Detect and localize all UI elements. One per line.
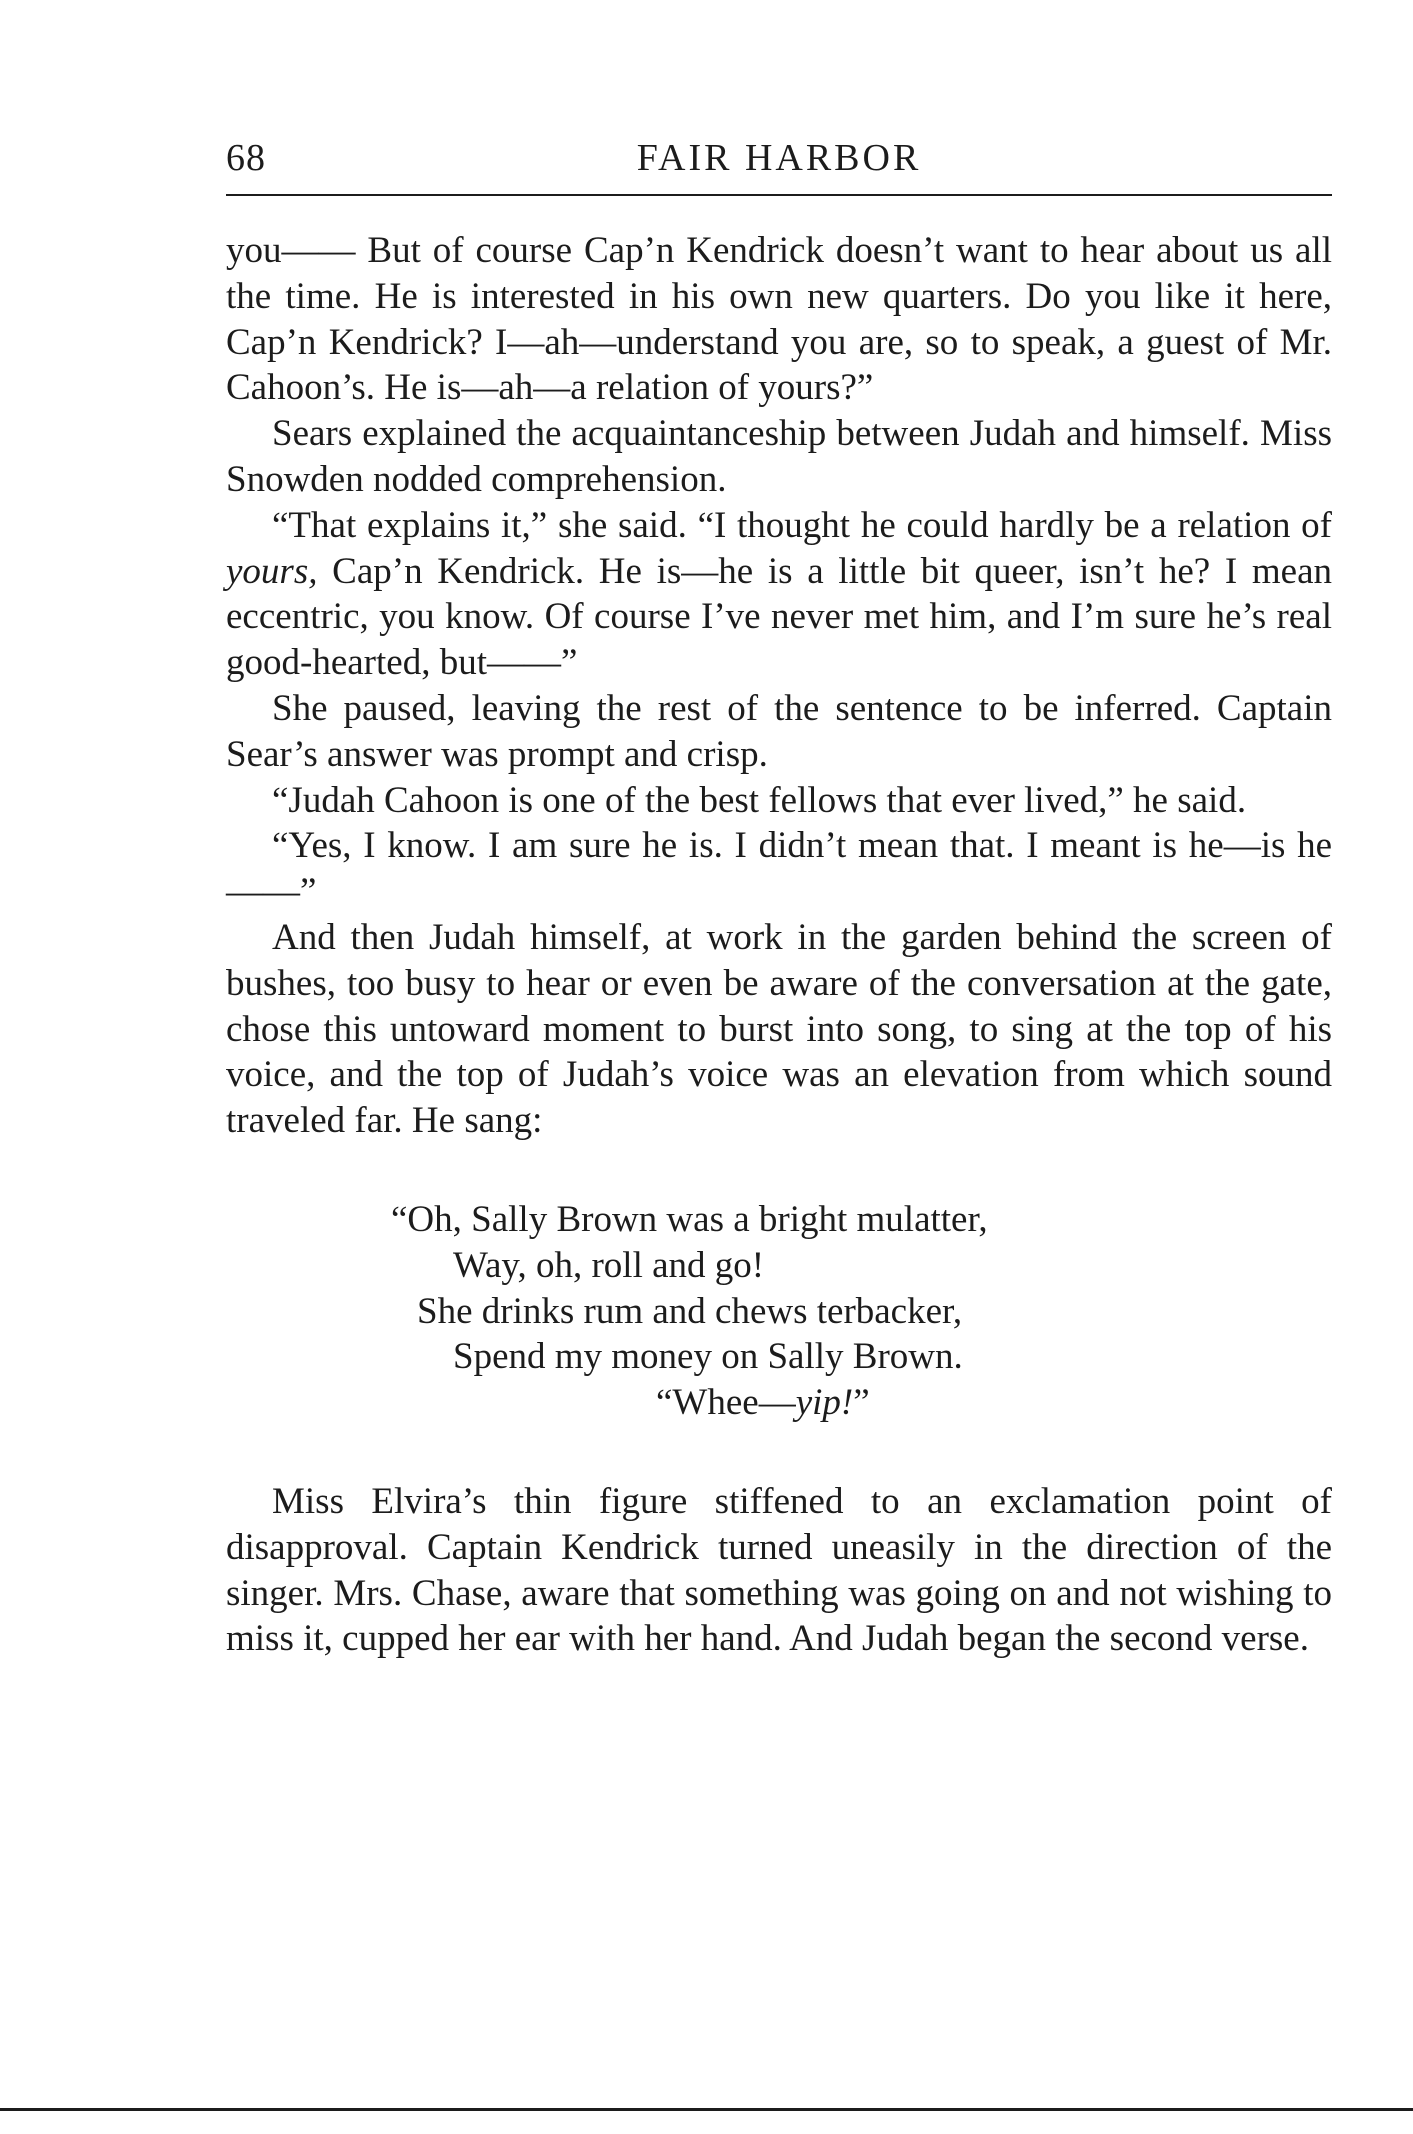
paragraph: She paused, leaving the rest of the sentence to be inferred. Captain Sear’s answer was prompt and crisp. bbox=[226, 687, 1332, 775]
running-head bbox=[226, 132, 1332, 184]
emphasis-text: yours, bbox=[226, 550, 318, 592]
paragraph: “Judah Cahoon is one of the best fellows that ever lived,” he said. bbox=[272, 779, 1247, 821]
page-bottom-edge bbox=[0, 2108, 1413, 2111]
header-rule bbox=[226, 194, 1332, 196]
verse-line: Way, oh, roll and go! bbox=[453, 1244, 765, 1286]
verse-text: “Whee— bbox=[656, 1382, 796, 1424]
body-text bbox=[226, 228, 1332, 1662]
paragraph: And then Judah himself, at work in the garden behind the screen of bushes, too busy to hear or even be aware of the conversation at the gate, chose this untoward moment to burst into song, to sing at the top of his voice, and the top of Judah’s voice was an elevation from which sound traveled far. He sang: bbox=[226, 916, 1332, 1142]
running-title: FAIR HARBOR bbox=[636, 137, 922, 179]
paragraph bbox=[226, 503, 1332, 686]
paragraph: Sears explained the acquaintanceship between Judah and himself. Miss Snowden nodded comprehension. bbox=[226, 413, 1332, 500]
verse-line: She drinks rum and chews terbacker, bbox=[417, 1290, 963, 1332]
verse-line: “Oh, Sally Brown was a bright mulatter, bbox=[391, 1198, 988, 1240]
paragraph: “Yes, I know. I am sure he is. I didn’t mean that. I meant is he—is he——” bbox=[226, 825, 1332, 913]
song-verse bbox=[226, 1197, 1332, 1426]
paragraph-text: “That explains it,” she said. “I thought he could hardly be a relation of bbox=[272, 504, 1332, 546]
paragraph: Miss Elvira’s thin figure stiffened to an exclamation point of disapproval. Captain Kendrick turned uneasily in the direction of the singer. Mrs. Chase, aware that something was going on and not wishing to miss it, cupped her ear with her hand. And Judah began the second verse. bbox=[226, 1480, 1332, 1660]
paragraph-text: Cap’n Kendrick. He is—he is a little bit queer, isn’t he? I mean eccentric, you know. Of course I’ve never met him, and I’m sure he’s real good-hearted, but——” bbox=[226, 550, 1332, 684]
verse-line bbox=[391, 1380, 1332, 1426]
page-number: 68 bbox=[226, 137, 266, 179]
verse-text: ” bbox=[853, 1382, 870, 1424]
emphasis-text: yip! bbox=[795, 1382, 854, 1424]
verse-line: Spend my money on Sally Brown. bbox=[453, 1336, 963, 1378]
paragraph-continued: you—— But of course Cap’n Kendrick doesn’t want to hear about us all the time. He is interested in his own new quarters. Do you like it here, Cap’n Kendrick? I—ah—understand you are, so to speak, a guest of Mr. Cahoon’s. He is—ah—a relation of yours?” bbox=[226, 230, 1332, 409]
